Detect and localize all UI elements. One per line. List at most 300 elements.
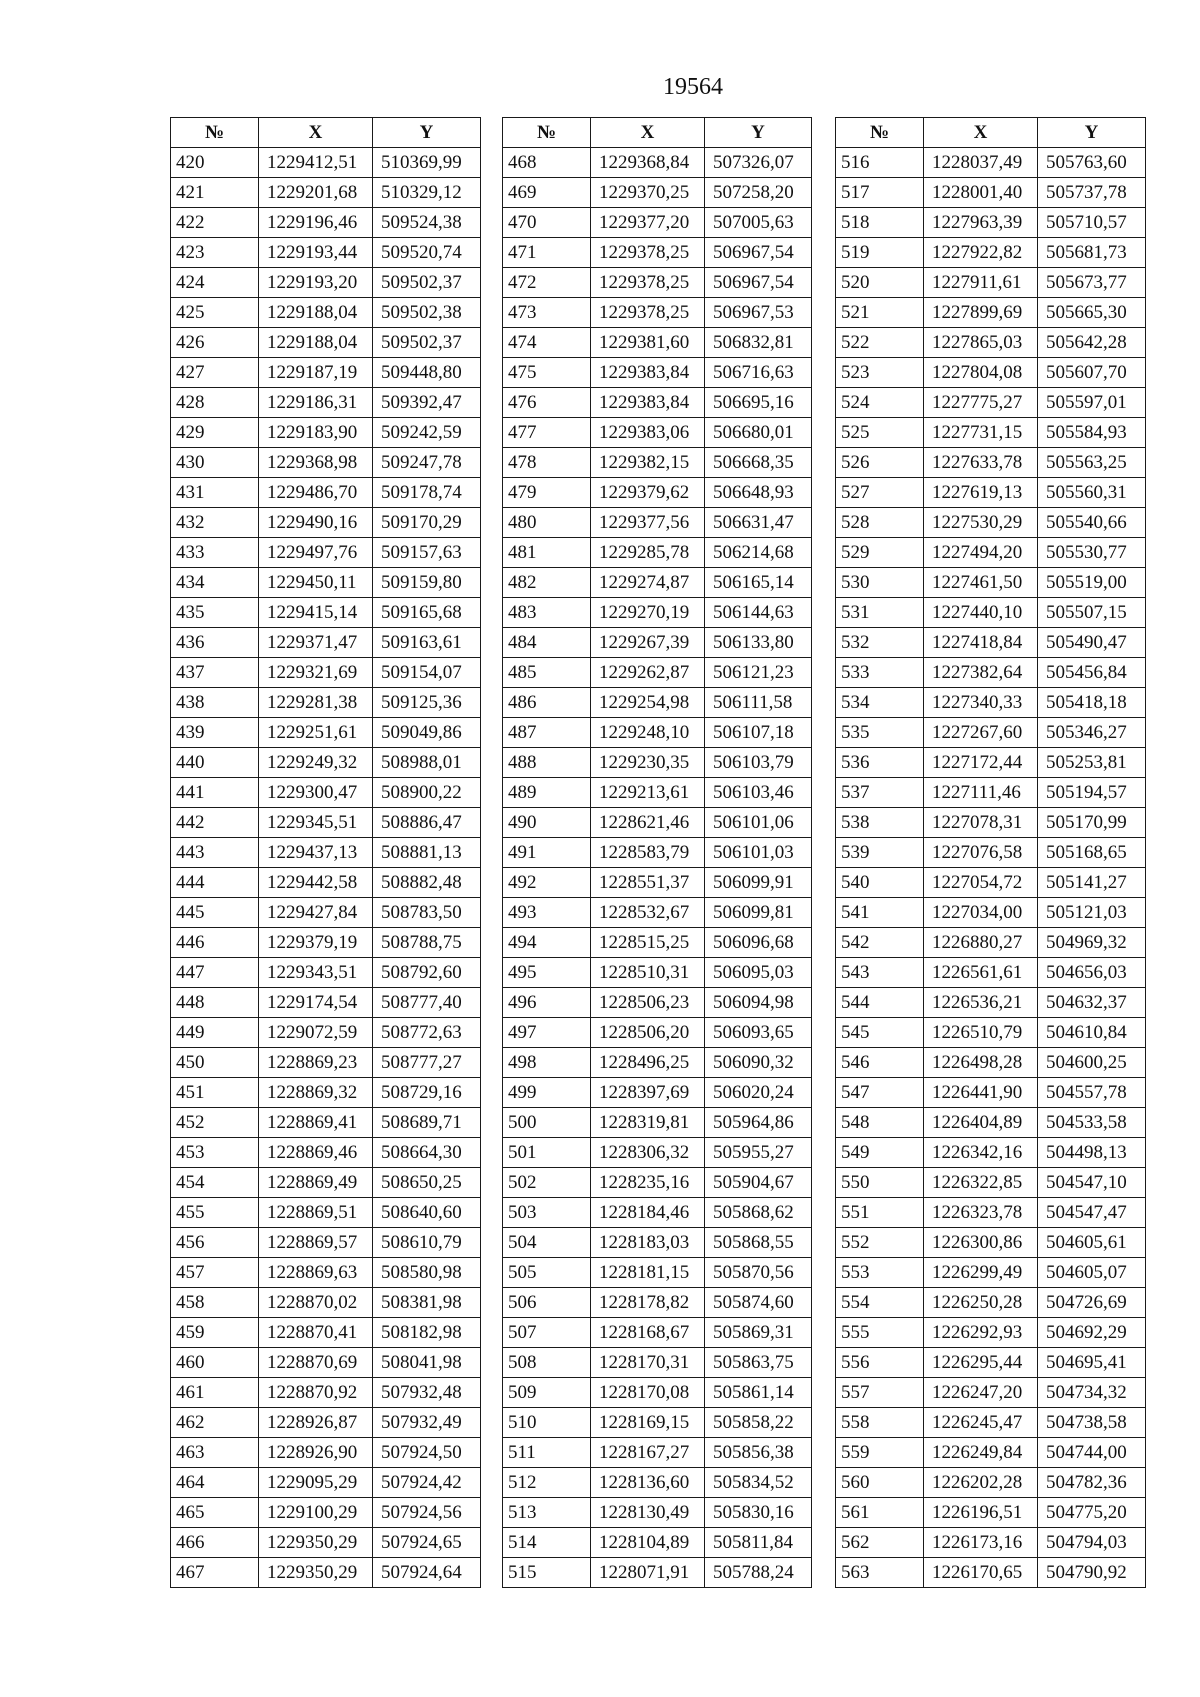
y-coordinate-cell: 504782,36 <box>1038 1468 1146 1498</box>
point-number-cell: 512 <box>503 1468 591 1498</box>
point-number-cell: 448 <box>171 988 259 1018</box>
table-row <box>171 1288 481 1318</box>
x-coordinate-cell: 1227382,64 <box>924 658 1038 688</box>
table-row <box>171 298 481 328</box>
y-coordinate-cell: 506107,18 <box>705 718 812 748</box>
x-coordinate-cell: 1226196,51 <box>924 1498 1038 1528</box>
y-coordinate-cell: 505507,15 <box>1038 598 1146 628</box>
x-coordinate-cell: 1228181,15 <box>591 1258 705 1288</box>
x-coordinate-cell: 1226536,21 <box>924 988 1038 1018</box>
x-coordinate-cell: 1226299,49 <box>924 1258 1038 1288</box>
table-row <box>503 1078 812 1108</box>
point-number-cell: 440 <box>171 748 259 778</box>
header-y: Y <box>705 118 812 148</box>
y-coordinate-cell: 505170,99 <box>1038 808 1146 838</box>
x-coordinate-cell: 1227922,82 <box>924 238 1038 268</box>
x-coordinate-cell: 1229412,51 <box>259 148 373 178</box>
point-number-cell: 421 <box>171 178 259 208</box>
x-coordinate-cell: 1227172,44 <box>924 748 1038 778</box>
point-number-cell: 536 <box>836 748 924 778</box>
point-number-cell: 434 <box>171 568 259 598</box>
y-coordinate-cell: 509125,36 <box>373 688 481 718</box>
y-coordinate-cell: 508988,01 <box>373 748 481 778</box>
point-number-cell: 501 <box>503 1138 591 1168</box>
x-coordinate-cell: 1227078,31 <box>924 808 1038 838</box>
table-row <box>836 568 1146 598</box>
y-coordinate-cell: 508783,50 <box>373 898 481 928</box>
point-number-cell: 452 <box>171 1108 259 1138</box>
x-coordinate-cell: 1229213,61 <box>591 778 705 808</box>
y-coordinate-cell: 506094,98 <box>705 988 812 1018</box>
x-coordinate-cell: 1229490,16 <box>259 508 373 538</box>
y-coordinate-cell: 506144,63 <box>705 598 812 628</box>
table-row <box>503 448 812 478</box>
table-row <box>836 1048 1146 1078</box>
x-coordinate-cell: 1228510,31 <box>591 958 705 988</box>
y-coordinate-cell: 506111,58 <box>705 688 812 718</box>
table-row <box>503 868 812 898</box>
x-coordinate-cell: 1226295,44 <box>924 1348 1038 1378</box>
point-number-cell: 522 <box>836 328 924 358</box>
table-row <box>503 508 812 538</box>
y-coordinate-cell: 504605,07 <box>1038 1258 1146 1288</box>
y-coordinate-cell: 508610,79 <box>373 1228 481 1258</box>
point-number-cell: 454 <box>171 1168 259 1198</box>
x-coordinate-cell: 1227865,03 <box>924 328 1038 358</box>
table-row <box>503 1288 812 1318</box>
x-coordinate-cell: 1229442,58 <box>259 868 373 898</box>
y-coordinate-cell: 506096,68 <box>705 928 812 958</box>
x-coordinate-cell: 1229350,29 <box>259 1558 373 1588</box>
x-coordinate-cell: 1227111,46 <box>924 778 1038 808</box>
table-row <box>836 1168 1146 1198</box>
x-coordinate-cell: 1227963,39 <box>924 208 1038 238</box>
y-coordinate-cell: 504605,61 <box>1038 1228 1146 1258</box>
y-coordinate-cell: 508381,98 <box>373 1288 481 1318</box>
point-number-cell: 447 <box>171 958 259 988</box>
point-number-cell: 542 <box>836 928 924 958</box>
point-number-cell: 510 <box>503 1408 591 1438</box>
table-row <box>836 1078 1146 1108</box>
point-number-cell: 456 <box>171 1228 259 1258</box>
x-coordinate-cell: 1228870,41 <box>259 1318 373 1348</box>
x-coordinate-cell: 1229072,59 <box>259 1018 373 1048</box>
y-coordinate-cell: 504775,20 <box>1038 1498 1146 1528</box>
point-number-cell: 515 <box>503 1558 591 1588</box>
x-coordinate-cell: 1229383,84 <box>591 388 705 418</box>
x-coordinate-cell: 1229378,25 <box>591 238 705 268</box>
table-row <box>503 1468 812 1498</box>
point-number-cell: 420 <box>171 148 259 178</box>
x-coordinate-cell: 1228168,67 <box>591 1318 705 1348</box>
table-row <box>503 1528 812 1558</box>
y-coordinate-cell: 506121,23 <box>705 658 812 688</box>
point-number-cell: 432 <box>171 508 259 538</box>
table-row <box>836 1318 1146 1348</box>
table-row <box>503 1168 812 1198</box>
table-row <box>171 928 481 958</box>
y-coordinate-cell: 509154,07 <box>373 658 481 688</box>
y-coordinate-cell: 510329,12 <box>373 178 481 208</box>
x-coordinate-cell: 1228869,41 <box>259 1108 373 1138</box>
y-coordinate-cell: 505737,78 <box>1038 178 1146 208</box>
point-number-cell: 477 <box>503 418 591 448</box>
table-row <box>171 898 481 928</box>
table-row <box>836 1258 1146 1288</box>
table-row <box>836 508 1146 538</box>
table-row <box>171 688 481 718</box>
y-coordinate-cell: 508882,48 <box>373 868 481 898</box>
point-number-cell: 494 <box>503 928 591 958</box>
y-coordinate-cell: 505830,16 <box>705 1498 812 1528</box>
table-row <box>503 928 812 958</box>
y-coordinate-cell: 504557,78 <box>1038 1078 1146 1108</box>
table-row <box>503 958 812 988</box>
x-coordinate-cell: 1229350,29 <box>259 1528 373 1558</box>
y-coordinate-cell: 508729,16 <box>373 1078 481 1108</box>
y-coordinate-cell: 508886,47 <box>373 808 481 838</box>
x-coordinate-cell: 1227418,84 <box>924 628 1038 658</box>
y-coordinate-cell: 508664,30 <box>373 1138 481 1168</box>
table-row <box>836 628 1146 658</box>
point-number-cell: 513 <box>503 1498 591 1528</box>
table-row <box>503 1048 812 1078</box>
x-coordinate-cell: 1229201,68 <box>259 178 373 208</box>
table-row <box>836 1498 1146 1528</box>
y-coordinate-cell: 504692,29 <box>1038 1318 1146 1348</box>
y-coordinate-cell: 504600,25 <box>1038 1048 1146 1078</box>
y-coordinate-cell: 506967,54 <box>705 238 812 268</box>
x-coordinate-cell: 1229270,19 <box>591 598 705 628</box>
table-row <box>503 1558 812 1588</box>
y-coordinate-cell: 504533,58 <box>1038 1108 1146 1138</box>
point-number-cell: 446 <box>171 928 259 958</box>
x-coordinate-cell: 1228583,79 <box>591 838 705 868</box>
y-coordinate-cell: 509520,74 <box>373 238 481 268</box>
point-number-cell: 549 <box>836 1138 924 1168</box>
x-coordinate-cell: 1229196,46 <box>259 208 373 238</box>
table-row <box>836 1018 1146 1048</box>
x-coordinate-cell: 1229379,62 <box>591 478 705 508</box>
table-row <box>171 538 481 568</box>
y-coordinate-cell: 504656,03 <box>1038 958 1146 988</box>
table-row <box>503 1318 812 1348</box>
point-number-cell: 554 <box>836 1288 924 1318</box>
table-row <box>171 388 481 418</box>
x-coordinate-cell: 1229377,56 <box>591 508 705 538</box>
y-coordinate-cell: 505874,60 <box>705 1288 812 1318</box>
header-x: X <box>591 118 705 148</box>
x-coordinate-cell: 1228169,15 <box>591 1408 705 1438</box>
y-coordinate-cell: 504734,32 <box>1038 1378 1146 1408</box>
header-y: Y <box>1038 118 1146 148</box>
y-coordinate-cell: 506099,81 <box>705 898 812 928</box>
y-coordinate-cell: 505811,84 <box>705 1528 812 1558</box>
table-row <box>503 1438 812 1468</box>
point-number-cell: 532 <box>836 628 924 658</box>
point-number-cell: 472 <box>503 268 591 298</box>
x-coordinate-cell: 1229187,19 <box>259 358 373 388</box>
table-row <box>503 178 812 208</box>
point-number-cell: 552 <box>836 1228 924 1258</box>
y-coordinate-cell: 508792,60 <box>373 958 481 988</box>
point-number-cell: 464 <box>171 1468 259 1498</box>
point-number-cell: 469 <box>503 178 591 208</box>
x-coordinate-cell: 1229188,04 <box>259 328 373 358</box>
table-row <box>171 1108 481 1138</box>
table-row <box>503 478 812 508</box>
x-coordinate-cell: 1226250,28 <box>924 1288 1038 1318</box>
y-coordinate-cell: 506668,35 <box>705 448 812 478</box>
table-row <box>171 328 481 358</box>
x-coordinate-cell: 1229378,25 <box>591 298 705 328</box>
y-coordinate-cell: 508041,98 <box>373 1348 481 1378</box>
x-coordinate-cell: 1226342,16 <box>924 1138 1038 1168</box>
table-row <box>503 1258 812 1288</box>
x-coordinate-cell: 1229285,78 <box>591 538 705 568</box>
table-row <box>836 838 1146 868</box>
table-row <box>171 418 481 448</box>
x-coordinate-cell: 1229174,54 <box>259 988 373 1018</box>
y-coordinate-cell: 509049,86 <box>373 718 481 748</box>
table-row <box>171 988 481 1018</box>
table-row <box>503 268 812 298</box>
y-coordinate-cell: 505346,27 <box>1038 718 1146 748</box>
point-number-cell: 496 <box>503 988 591 1018</box>
point-number-cell: 508 <box>503 1348 591 1378</box>
x-coordinate-cell: 1229321,69 <box>259 658 373 688</box>
x-coordinate-cell: 1229486,70 <box>259 478 373 508</box>
x-coordinate-cell: 1227530,29 <box>924 508 1038 538</box>
x-coordinate-cell: 1229274,87 <box>591 568 705 598</box>
y-coordinate-cell: 506967,53 <box>705 298 812 328</box>
point-number-cell: 558 <box>836 1408 924 1438</box>
y-coordinate-cell: 507924,42 <box>373 1468 481 1498</box>
point-number-cell: 514 <box>503 1528 591 1558</box>
point-number-cell: 461 <box>171 1378 259 1408</box>
y-coordinate-cell: 506695,16 <box>705 388 812 418</box>
y-coordinate-cell: 505560,31 <box>1038 478 1146 508</box>
y-coordinate-cell: 505563,25 <box>1038 448 1146 478</box>
x-coordinate-cell: 1228621,46 <box>591 808 705 838</box>
x-coordinate-cell: 1227775,27 <box>924 388 1038 418</box>
point-number-cell: 546 <box>836 1048 924 1078</box>
y-coordinate-cell: 504969,32 <box>1038 928 1146 958</box>
x-coordinate-cell: 1229186,31 <box>259 388 373 418</box>
x-coordinate-cell: 1228869,57 <box>259 1228 373 1258</box>
x-coordinate-cell: 1229095,29 <box>259 1468 373 1498</box>
table-row <box>836 1228 1146 1258</box>
point-number-cell: 500 <box>503 1108 591 1138</box>
table-row <box>171 808 481 838</box>
x-coordinate-cell: 1229371,47 <box>259 628 373 658</box>
y-coordinate-cell: 506967,54 <box>705 268 812 298</box>
y-coordinate-cell: 509502,38 <box>373 298 481 328</box>
point-number-cell: 491 <box>503 838 591 868</box>
y-coordinate-cell: 509524,38 <box>373 208 481 238</box>
header-y: Y <box>373 118 481 148</box>
point-number-cell: 435 <box>171 598 259 628</box>
y-coordinate-cell: 504498,13 <box>1038 1138 1146 1168</box>
x-coordinate-cell: 1226170,65 <box>924 1558 1038 1588</box>
point-number-cell: 504 <box>503 1228 591 1258</box>
x-coordinate-cell: 1228926,87 <box>259 1408 373 1438</box>
x-coordinate-cell: 1226292,93 <box>924 1318 1038 1348</box>
x-coordinate-cell: 1228869,46 <box>259 1138 373 1168</box>
point-number-cell: 525 <box>836 418 924 448</box>
point-number-cell: 439 <box>171 718 259 748</box>
point-number-cell: 451 <box>171 1078 259 1108</box>
x-coordinate-cell: 1226323,78 <box>924 1198 1038 1228</box>
y-coordinate-cell: 508689,71 <box>373 1108 481 1138</box>
table-row <box>171 658 481 688</box>
x-coordinate-cell: 1229188,04 <box>259 298 373 328</box>
y-coordinate-cell: 505607,70 <box>1038 358 1146 388</box>
x-coordinate-cell: 1227804,08 <box>924 358 1038 388</box>
point-number-cell: 479 <box>503 478 591 508</box>
point-number-cell: 547 <box>836 1078 924 1108</box>
point-number-cell: 560 <box>836 1468 924 1498</box>
table-row <box>836 1408 1146 1438</box>
page-number: 19564 <box>663 74 723 100</box>
x-coordinate-cell: 1229193,20 <box>259 268 373 298</box>
table-row <box>171 1438 481 1468</box>
table-row <box>836 988 1146 1018</box>
y-coordinate-cell: 505141,27 <box>1038 868 1146 898</box>
y-coordinate-cell: 509178,74 <box>373 478 481 508</box>
table-row <box>836 478 1146 508</box>
x-coordinate-cell: 1228869,49 <box>259 1168 373 1198</box>
table-row <box>503 988 812 1018</box>
x-coordinate-cell: 1229249,32 <box>259 748 373 778</box>
point-number-cell: 488 <box>503 748 591 778</box>
point-number-cell: 466 <box>171 1528 259 1558</box>
y-coordinate-cell: 504726,69 <box>1038 1288 1146 1318</box>
y-coordinate-cell: 505121,03 <box>1038 898 1146 928</box>
y-coordinate-cell: 508881,13 <box>373 838 481 868</box>
point-number-cell: 538 <box>836 808 924 838</box>
y-coordinate-cell: 509159,80 <box>373 568 481 598</box>
x-coordinate-cell: 1226202,28 <box>924 1468 1038 1498</box>
y-coordinate-cell: 508788,75 <box>373 928 481 958</box>
point-number-cell: 497 <box>503 1018 591 1048</box>
y-coordinate-cell: 508772,63 <box>373 1018 481 1048</box>
table-header-row <box>836 118 1146 148</box>
point-number-cell: 474 <box>503 328 591 358</box>
y-coordinate-cell: 507258,20 <box>705 178 812 208</box>
x-coordinate-cell: 1227494,20 <box>924 538 1038 568</box>
point-number-cell: 503 <box>503 1198 591 1228</box>
x-coordinate-cell: 1229300,47 <box>259 778 373 808</box>
table-row <box>836 1288 1146 1318</box>
point-number-cell: 511 <box>503 1438 591 1468</box>
point-number-cell: 457 <box>171 1258 259 1288</box>
point-number-cell: 485 <box>503 658 591 688</box>
point-number-cell: 545 <box>836 1018 924 1048</box>
table-row <box>836 448 1146 478</box>
x-coordinate-cell: 1228926,90 <box>259 1438 373 1468</box>
point-number-cell: 529 <box>836 538 924 568</box>
x-coordinate-cell: 1227034,00 <box>924 898 1038 928</box>
table-row <box>503 388 812 418</box>
table-row <box>503 778 812 808</box>
point-number-cell: 499 <box>503 1078 591 1108</box>
y-coordinate-cell: 506716,63 <box>705 358 812 388</box>
point-number-cell: 462 <box>171 1408 259 1438</box>
x-coordinate-cell: 1228235,16 <box>591 1168 705 1198</box>
y-coordinate-cell: 504695,41 <box>1038 1348 1146 1378</box>
y-coordinate-cell: 506020,24 <box>705 1078 812 1108</box>
y-coordinate-cell: 505861,14 <box>705 1378 812 1408</box>
y-coordinate-cell: 506103,79 <box>705 748 812 778</box>
table-row <box>171 1378 481 1408</box>
table-row <box>836 748 1146 778</box>
y-coordinate-cell: 506631,47 <box>705 508 812 538</box>
point-number-cell: 507 <box>503 1318 591 1348</box>
y-coordinate-cell: 505710,57 <box>1038 208 1146 238</box>
point-number-cell: 489 <box>503 778 591 808</box>
y-coordinate-cell: 510369,99 <box>373 148 481 178</box>
point-number-cell: 535 <box>836 718 924 748</box>
y-coordinate-cell: 505665,30 <box>1038 298 1146 328</box>
table-row <box>171 1228 481 1258</box>
x-coordinate-cell: 1229345,51 <box>259 808 373 838</box>
y-coordinate-cell: 509392,47 <box>373 388 481 418</box>
table-row <box>171 838 481 868</box>
x-coordinate-cell: 1229382,15 <box>591 448 705 478</box>
x-coordinate-cell: 1228167,27 <box>591 1438 705 1468</box>
point-number-cell: 471 <box>503 238 591 268</box>
point-number-cell: 555 <box>836 1318 924 1348</box>
y-coordinate-cell: 506133,80 <box>705 628 812 658</box>
table-row <box>836 1138 1146 1168</box>
y-coordinate-cell: 505418,18 <box>1038 688 1146 718</box>
table-row <box>171 1138 481 1168</box>
table-row <box>171 448 481 478</box>
y-coordinate-cell: 506165,14 <box>705 568 812 598</box>
table-header-row <box>503 118 812 148</box>
y-coordinate-cell: 509502,37 <box>373 268 481 298</box>
y-coordinate-cell: 506101,03 <box>705 838 812 868</box>
x-coordinate-cell: 1227619,13 <box>924 478 1038 508</box>
x-coordinate-cell: 1229383,06 <box>591 418 705 448</box>
table-row <box>503 1138 812 1168</box>
y-coordinate-cell: 509157,63 <box>373 538 481 568</box>
y-coordinate-cell: 506214,68 <box>705 538 812 568</box>
y-coordinate-cell: 505194,57 <box>1038 778 1146 808</box>
y-coordinate-cell: 509165,68 <box>373 598 481 628</box>
x-coordinate-cell: 1228130,49 <box>591 1498 705 1528</box>
x-coordinate-cell: 1229343,51 <box>259 958 373 988</box>
y-coordinate-cell: 504610,84 <box>1038 1018 1146 1048</box>
y-coordinate-cell: 508777,40 <box>373 988 481 1018</box>
y-coordinate-cell: 508640,60 <box>373 1198 481 1228</box>
table-row <box>503 358 812 388</box>
table-row <box>171 598 481 628</box>
table-row <box>171 1408 481 1438</box>
x-coordinate-cell: 1228037,49 <box>924 148 1038 178</box>
x-coordinate-cell: 1228870,02 <box>259 1288 373 1318</box>
x-coordinate-cell: 1229262,87 <box>591 658 705 688</box>
table-row <box>836 418 1146 448</box>
point-number-cell: 438 <box>171 688 259 718</box>
table-row <box>503 1498 812 1528</box>
x-coordinate-cell: 1226322,85 <box>924 1168 1038 1198</box>
x-coordinate-cell: 1228496,25 <box>591 1048 705 1078</box>
table-row <box>836 898 1146 928</box>
x-coordinate-cell: 1226498,28 <box>924 1048 1038 1078</box>
table-row <box>503 148 812 178</box>
